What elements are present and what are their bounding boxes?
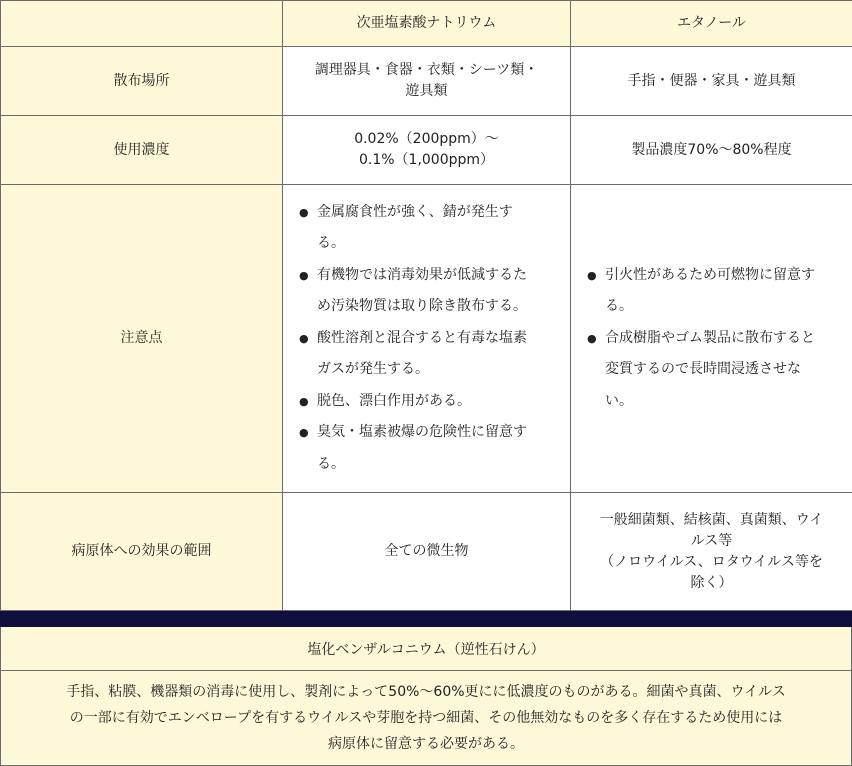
cell-ethanol-pathogen-range <box>571 493 852 611</box>
list-item <box>293 417 560 480</box>
cell-line: ルス等 <box>581 531 842 552</box>
description-line: の一部に有効でエンベロープを有するウイルスや芽胞を持つ細菌、その他無効なものを多く存在するため使用には <box>58 705 793 731</box>
precaution-line: い。 <box>605 393 633 409</box>
precaution-line: る。 <box>605 298 633 314</box>
list-item <box>293 260 560 323</box>
precaution-line: 脱色、漂白作用がある。 <box>317 393 471 409</box>
bullet-icon: ● <box>299 323 309 355</box>
header-corner <box>1 1 283 47</box>
bullet-icon: ● <box>299 197 309 229</box>
cell-line: 遊具類 <box>293 81 560 102</box>
bullet-icon: ● <box>299 417 309 449</box>
row-label-concentration: 使用濃度 <box>1 116 283 185</box>
precaution-line: め汚染物質は取り除き散布する。 <box>317 298 527 314</box>
benzalkonium-title-text: 塩化ベンザルコニウム（逆性石けん） <box>307 639 544 659</box>
cell-ethanol-concentration: 製品濃度70%～80%程度 <box>571 116 852 185</box>
cell-naocl-precautions <box>283 185 571 493</box>
precaution-line: 合成樹脂やゴム製品に散布すると <box>605 330 815 346</box>
description-line: 病原体に留意する必要がある。 <box>58 731 793 757</box>
precaution-line: 酸性溶剤と混合すると有毒な塩素 <box>317 330 527 346</box>
row-pathogen-range <box>1 493 852 611</box>
benzalkonium-title <box>0 627 852 671</box>
list-item <box>293 197 560 260</box>
row-precautions <box>1 185 852 493</box>
cell-ethanol-application-site: 手指・便器・家具・遊具類 <box>571 47 852 116</box>
cell-line: 除く） <box>581 573 842 594</box>
cell-line: 0.1%（1,000ppm） <box>293 150 560 171</box>
cell-naocl-pathogen-range: 全ての微生物 <box>283 493 571 611</box>
precaution-line: 金属腐食性が強く、錆が発生す <box>317 204 513 220</box>
list-item <box>293 323 560 386</box>
bullet-icon: ● <box>587 260 597 292</box>
header-sodium-hypochlorite: 次亜塩素酸ナトリウム <box>283 1 571 47</box>
row-label-pathogen-range: 病原体への効果の範囲 <box>1 493 283 611</box>
row-concentration <box>1 116 852 185</box>
bullet-icon: ● <box>587 323 597 355</box>
precaution-line: 臭気・塩素被爆の危険性に留意す <box>317 424 527 440</box>
precaution-line: る。 <box>317 456 345 472</box>
cell-line: 0.02%（200ppm）～ <box>293 129 560 150</box>
list-item <box>581 323 842 418</box>
precaution-line: 有機物では消毒効果が低減するた <box>317 267 527 283</box>
cell-naocl-application-site <box>283 47 571 116</box>
row-label-application-site: 散布場所 <box>1 47 283 116</box>
row-application-site <box>1 47 852 116</box>
cell-line: 一般細菌類、結核菌、真菌類、ウイ <box>581 510 842 531</box>
precaution-line: 引火性があるため可燃物に留意す <box>605 267 815 283</box>
cell-line: （ノロウイルス、ロタウイルス等を <box>581 552 842 573</box>
list-item <box>581 260 842 323</box>
precaution-list-ethanol <box>581 260 842 418</box>
cell-naocl-concentration <box>283 116 571 185</box>
description-line: 手指、粘膜、機器類の消毒に使用し、製剤によって50%～60%更にに低濃度のものがある。細菌や真菌、ウイルス <box>58 679 793 705</box>
bullet-icon: ● <box>299 386 309 418</box>
precaution-line: 変質するので長時間浸透させな <box>605 361 801 377</box>
cell-ethanol-precautions <box>571 185 852 493</box>
list-item <box>293 386 560 418</box>
header-row <box>1 1 852 47</box>
row-label-precautions: 注意点 <box>1 185 283 493</box>
cell-line: 調理器具・食器・衣類・シーツ類・ <box>293 60 560 81</box>
precaution-list-naocl <box>293 197 560 481</box>
section-divider-band <box>0 611 852 627</box>
bullet-icon: ● <box>299 260 309 292</box>
precaution-line: ガスが発生する。 <box>317 361 429 377</box>
precaution-line: る。 <box>317 235 345 251</box>
benzalkonium-description <box>0 670 852 766</box>
header-ethanol: エタノール <box>571 1 852 47</box>
